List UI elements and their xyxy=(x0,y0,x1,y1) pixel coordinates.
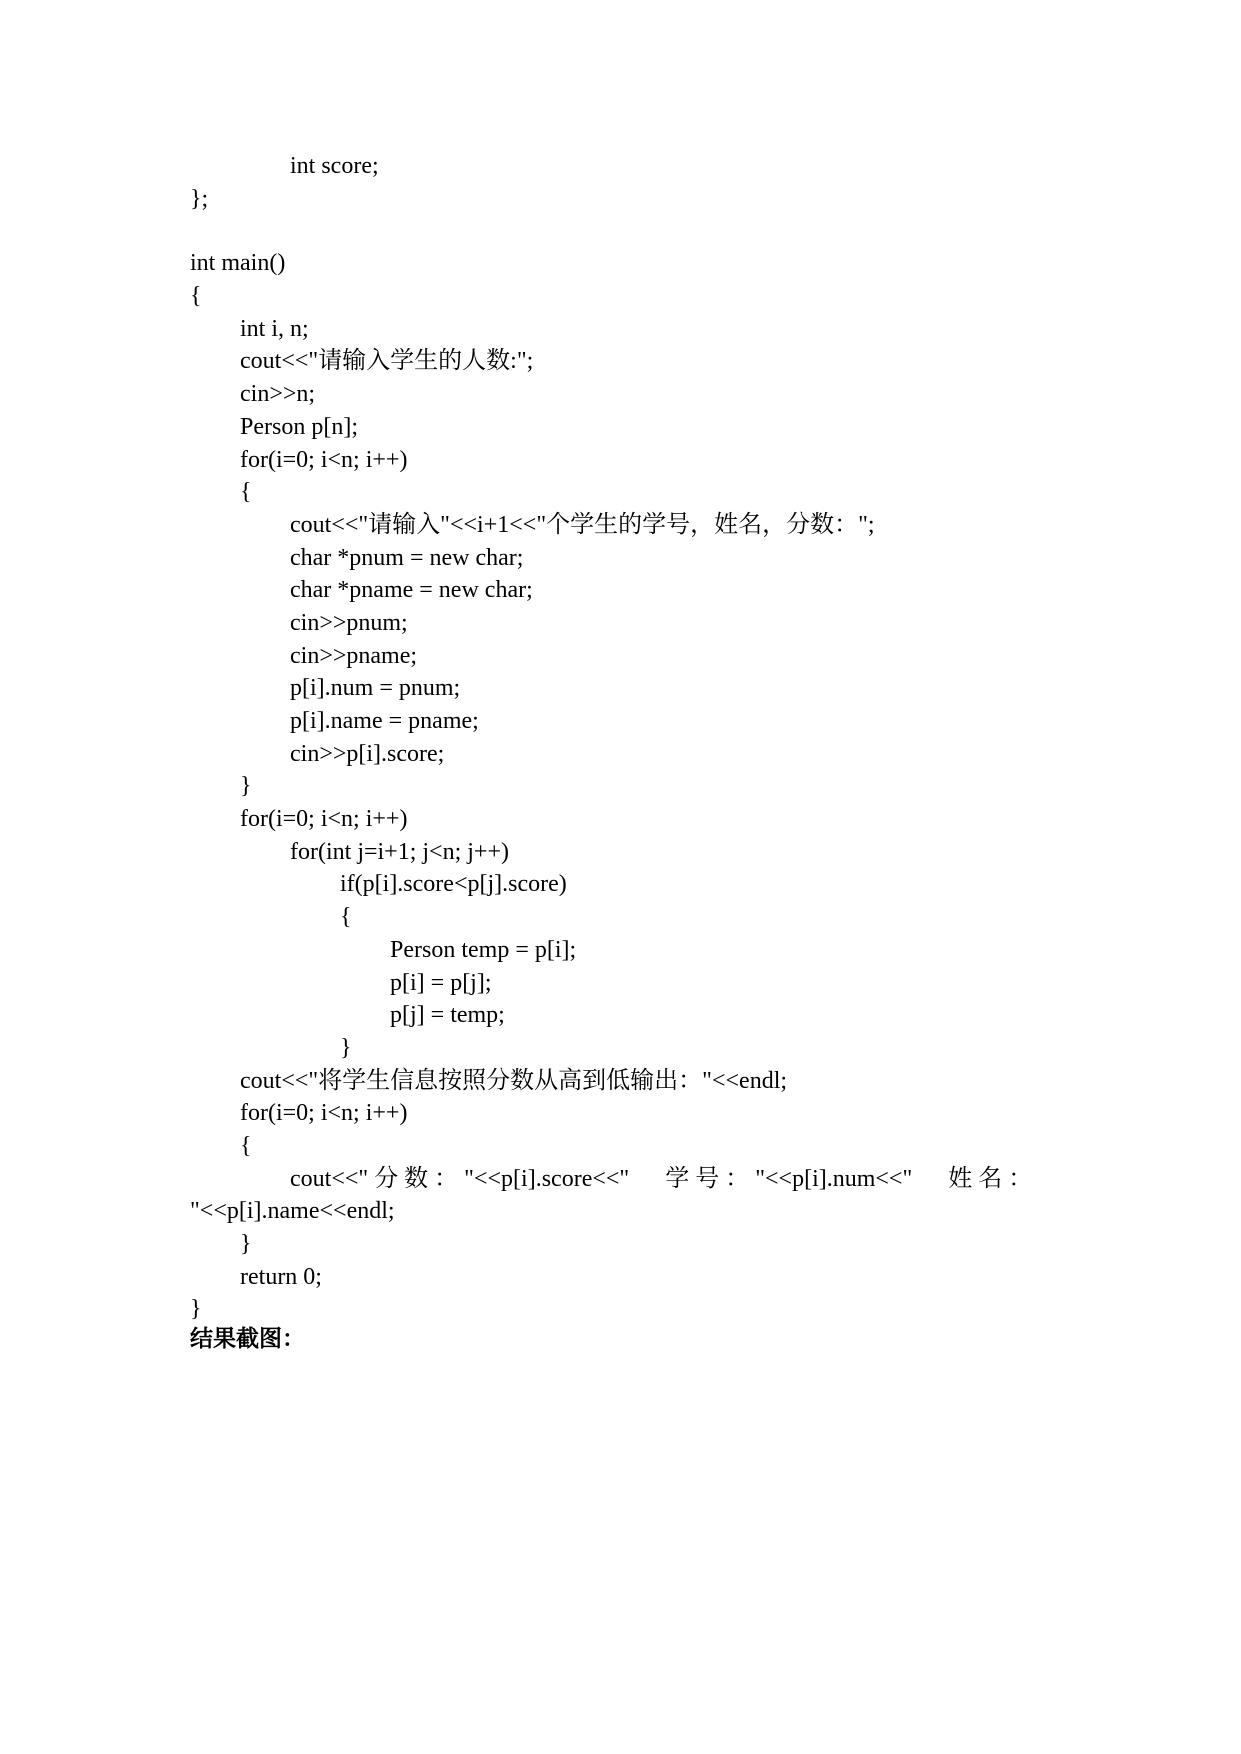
code-listing xyxy=(190,150,1070,1326)
code-line: int score; xyxy=(290,153,379,179)
code-line: }; xyxy=(190,185,209,212)
code-line: return 0; xyxy=(240,1263,322,1290)
code-line: p[i] = p[j]; xyxy=(390,969,492,996)
code-line: Person p[n]; xyxy=(240,413,358,440)
code-line: cout<<" 分 数 ： "<<p[i].score<<" 学 号 ： "<<p[i].num<<" 姓 名 ： xyxy=(290,1165,1033,1192)
code-line: cin>>pnum; xyxy=(290,609,408,636)
code-line: p[i].num = pnum; xyxy=(290,675,461,702)
code-line: for(i=0; i<n; i++) xyxy=(240,446,408,473)
code-line: { xyxy=(240,1132,252,1159)
code-line: cin>>p[i].score; xyxy=(290,740,445,767)
code-line: } xyxy=(240,1231,252,1257)
code-line: cout<<"请输入学生的人数:"; xyxy=(240,348,534,375)
code-line: cin>>n; xyxy=(240,381,316,408)
code-line: int main() xyxy=(190,250,286,277)
code-line: p[i].name = pname; xyxy=(290,708,479,734)
code-line: int i, n; xyxy=(240,315,309,342)
code-line: { xyxy=(340,904,352,931)
code-line: } xyxy=(240,773,252,800)
code-line: char *pnum = new char; xyxy=(290,544,524,571)
code-line: } xyxy=(340,1034,352,1061)
code-line: "<<p[i].name<<endl; xyxy=(190,1198,395,1225)
code-line: cout<<"将学生信息按照分数从高到低输出："<<endl; xyxy=(240,1067,788,1094)
code-line: cin>>pname; xyxy=(290,642,418,669)
code-line: } xyxy=(190,1296,202,1323)
code-line: cout<<"请输入"<<i+1<<"个学生的学号，姓名，分数："; xyxy=(290,511,875,538)
code-line: { xyxy=(240,479,252,506)
code-line: for(i=0; i<n; i++) xyxy=(240,806,408,833)
code-line: if(p[i].score<p[j].score) xyxy=(340,871,567,898)
code-line: p[j] = temp; xyxy=(390,1002,505,1029)
code-line: Person temp = p[i]; xyxy=(390,936,577,963)
result-screenshot-heading: 结果截图： xyxy=(190,1326,305,1352)
code-line: for(int j=i+1; j<n; j++) xyxy=(290,838,509,865)
code-line: char *pname = new char; xyxy=(290,577,533,604)
code-line: for(i=0; i<n; i++) xyxy=(240,1100,408,1127)
code-line: { xyxy=(190,283,202,310)
code-line-blank xyxy=(190,215,1070,247)
